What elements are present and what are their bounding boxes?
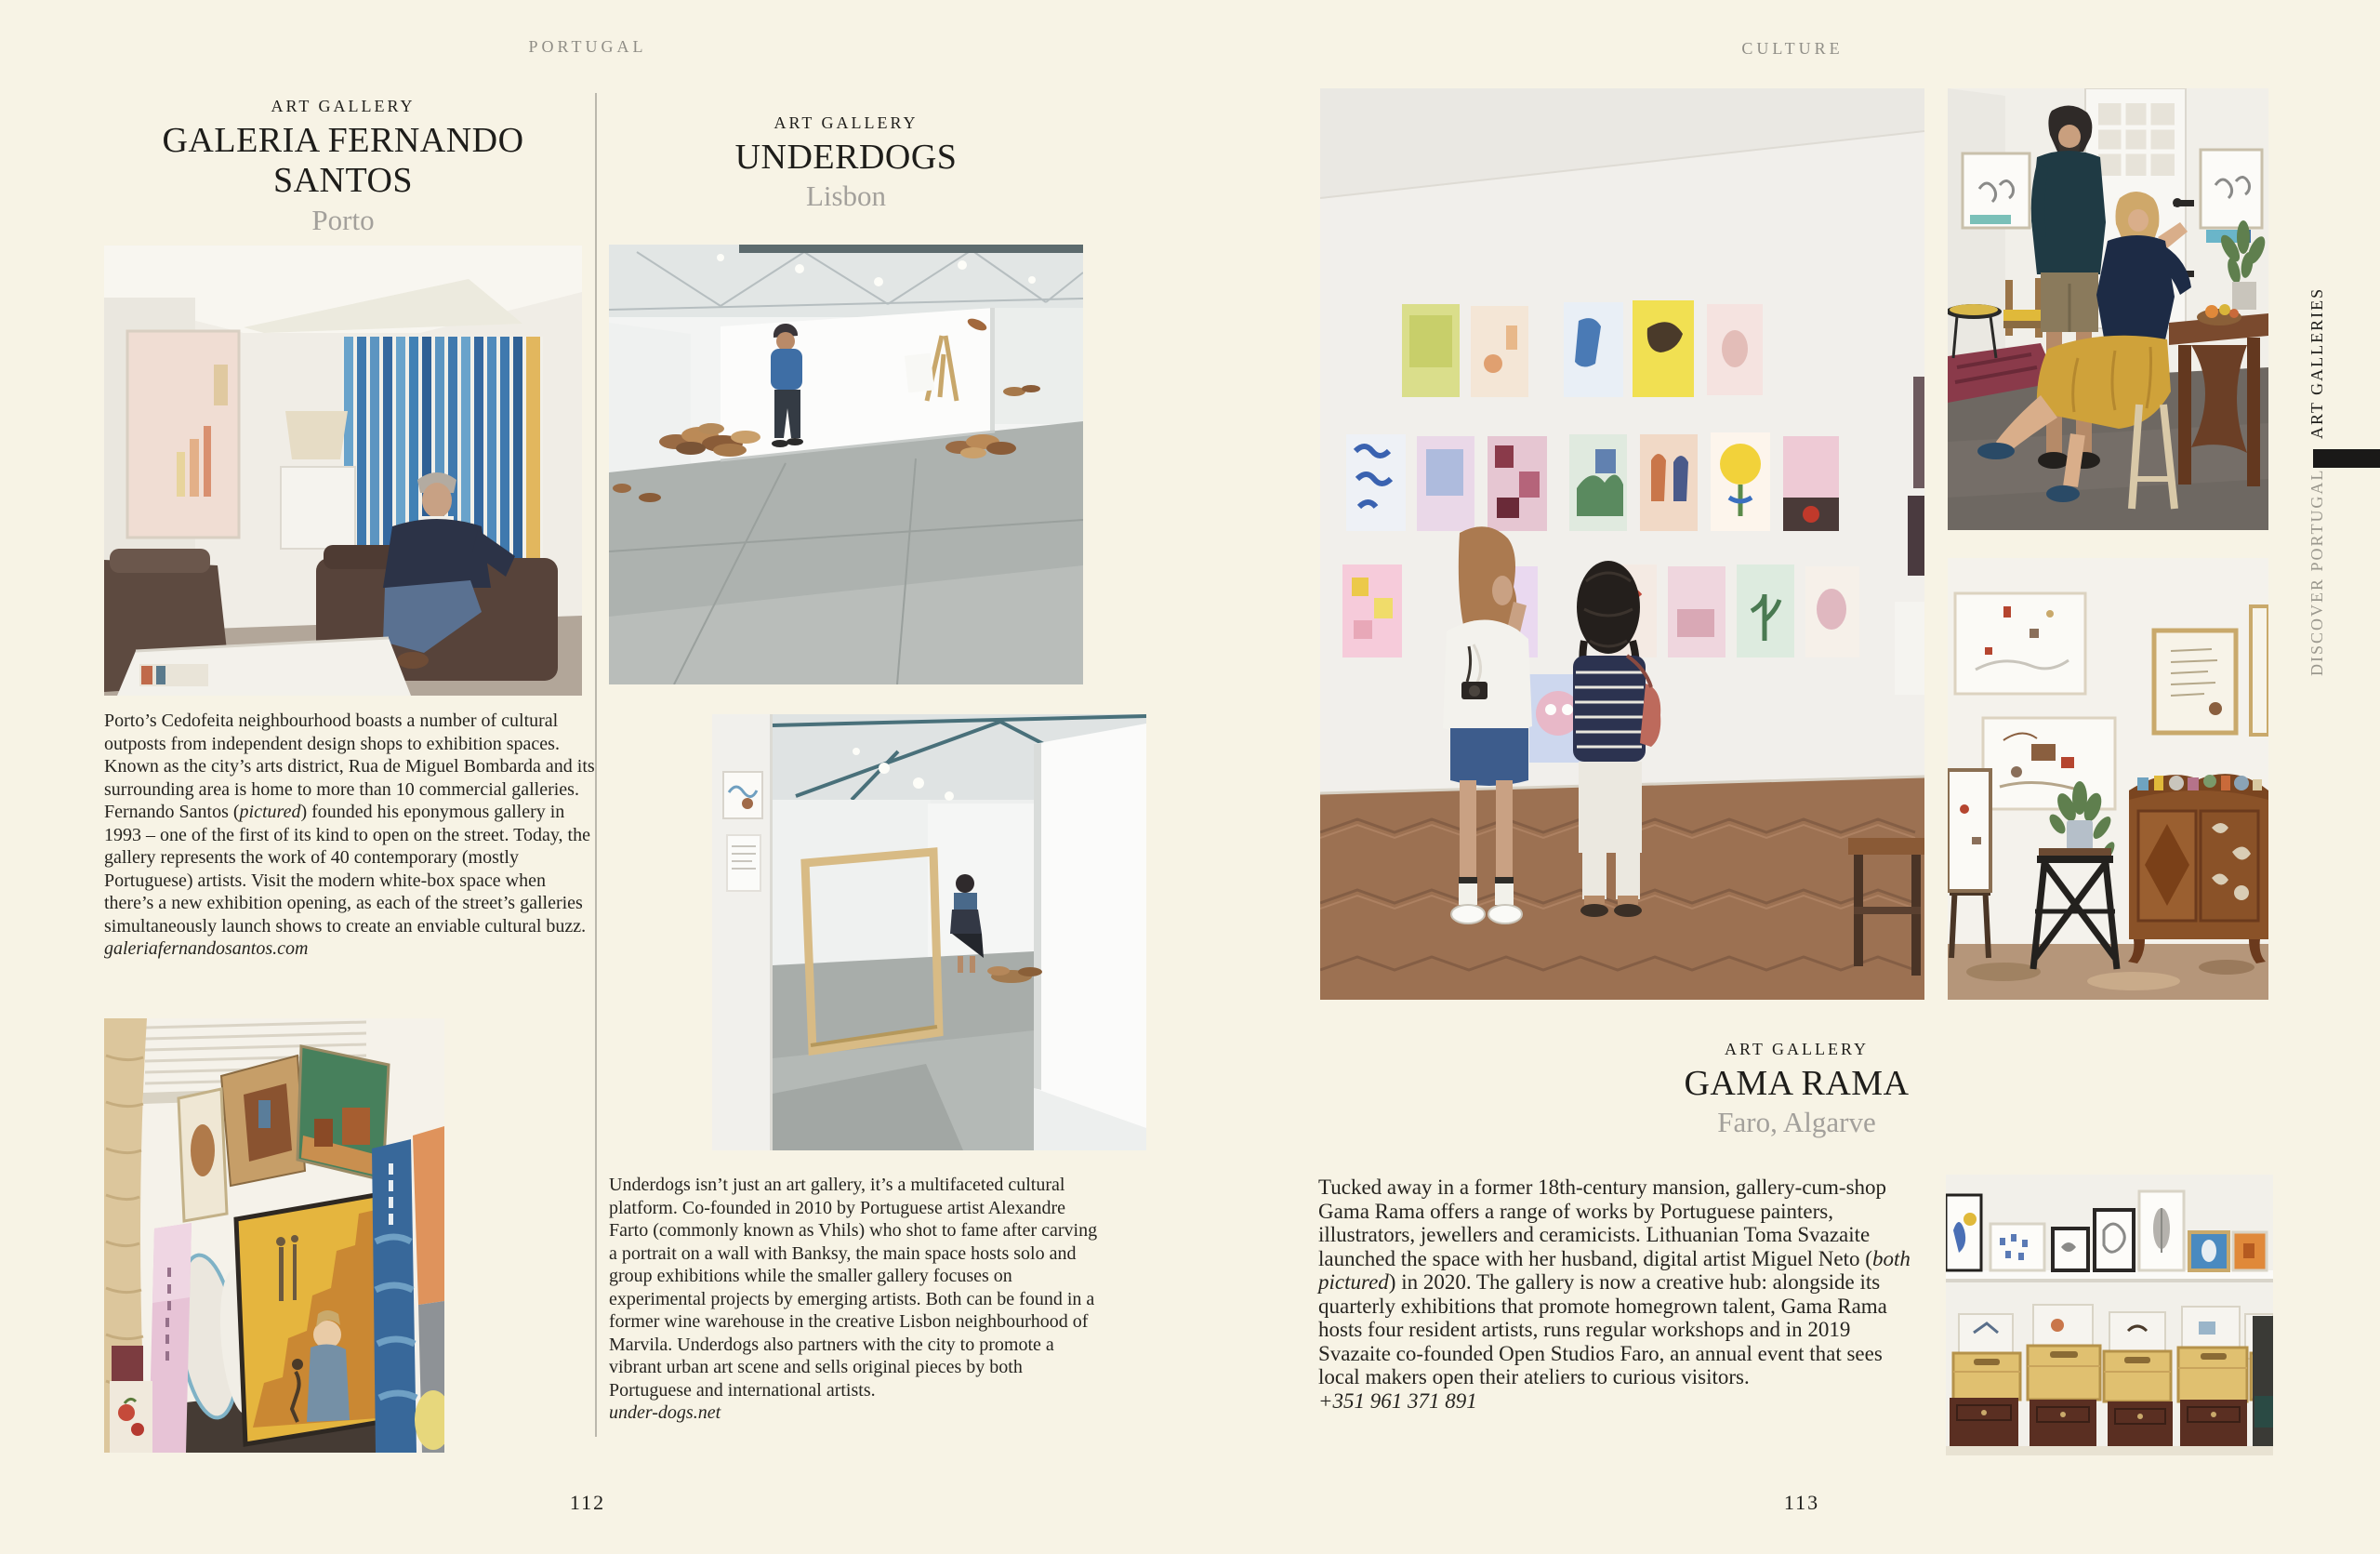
underdogs-location: Lisbon (805, 179, 887, 213)
photo-gama-founders (1948, 88, 2268, 530)
gama-description (1318, 1175, 1913, 1413)
underdogs-website: under-dogs.net (609, 1402, 721, 1423)
photo-underdogs-space (609, 245, 1083, 684)
galeria-location: Porto (311, 203, 375, 236)
galeria-title: GALERIA FERNANDO SANTOS (162, 121, 524, 201)
gama-paragraph: Tucked away in a former 18th-century mansion, gallery-cum-shop Gama Rama offers a range of works by Portuguese painters, illustrators, jewellers and ceramicists. Lithuanian Toma Svazaite launched the space with her husband, digital artist Miguel Neto (both pictured) in 2020. The gallery is now a creative hub: alongside its quarterly exhibitions that promote homegrown talent, Gama Rama hosts four resident artists, runs regular workshops and in 2019 Svazaite co-founded Open Studios Faro, an annual event that sees local makers open their ateliers to curious visitors. (1318, 1175, 1911, 1388)
underdogs-description (609, 1174, 1100, 1425)
gama-eyebrow: ART GALLERY (1724, 1040, 1870, 1058)
gama-phone: +351 961 371 891 (1318, 1388, 1477, 1413)
right-page-number: 113 (1783, 1491, 1820, 1514)
galeria-website: galeriafernandosantos.com (104, 938, 309, 959)
sidebar-marker-bar (2313, 449, 2380, 468)
photo-gama-shop (1946, 1175, 2273, 1455)
photo-gama-print-wall (1320, 88, 1924, 1000)
photo-gama-frames-cabinet (1948, 558, 2268, 1000)
column-divider-rule (595, 93, 597, 1437)
underdogs-section-header (609, 113, 1083, 213)
sidebar-book-title: DISCOVER PORTUGAL (2307, 468, 2326, 676)
left-page-number: 112 (569, 1491, 606, 1514)
gama-location: Faro, Algarve (1717, 1106, 1876, 1139)
sidebar-chapter-label: ART GALLERIES (2307, 286, 2326, 439)
photo-galeria-interior (104, 246, 582, 696)
right-running-head: CULTURE (1741, 39, 1844, 58)
galeria-description (104, 710, 595, 961)
galeria-section-header (104, 97, 582, 237)
underdogs-paragraph: Underdogs isn’t just an art gallery, it’s a multifaceted cultural platform. Co-founded in 2010 by Portuguese artist Alexandre Farto (commonly known as Vhils) who shot to fame after carving a portrait on a wall with Banksy, the main space hosts solo and group exhibitions while the smaller gallery focuses on experimental projects by emerging artists. Both can be found in a former wine warehouse in the creative Lisbon neighbourhood of Marvila. Underdogs also partners with the city to promote a vibrant urban art scene and sells original pieces by both Portuguese and international artists. (609, 1175, 1098, 1401)
gama-section-header (1320, 1040, 2273, 1139)
left-running-head: PORTUGAL (528, 37, 647, 56)
underdogs-eyebrow: ART GALLERY (774, 113, 919, 132)
galeria-paragraph: Porto’s Cedofeita neighbourhood boasts a number of cultural outposts from independent design shops to exhibition spaces. Known as the city’s arts district, Rua de Miguel Bombarda and its surrounding area is home to more than 10 commercial galleries. Fernando Santos (pictured) founded his eponymous gallery in 1993 – one of the first of its kind to open on the street. Today, the gallery represents the work of 40 contemporary (mostly Portuguese) artists. Visit the modern white-box space when there’s a new exhibition opening, as each of the street’s galleries simultaneously launch shows to create an enviable cultural buzz. (104, 711, 595, 936)
photo-underdogs-frame (712, 714, 1146, 1150)
photo-galeria-storage (104, 1018, 444, 1453)
galeria-eyebrow: ART GALLERY (271, 97, 416, 115)
gama-title: GAMA RAMA (1684, 1064, 1910, 1103)
underdogs-title: UNDERDOGS (734, 138, 958, 177)
